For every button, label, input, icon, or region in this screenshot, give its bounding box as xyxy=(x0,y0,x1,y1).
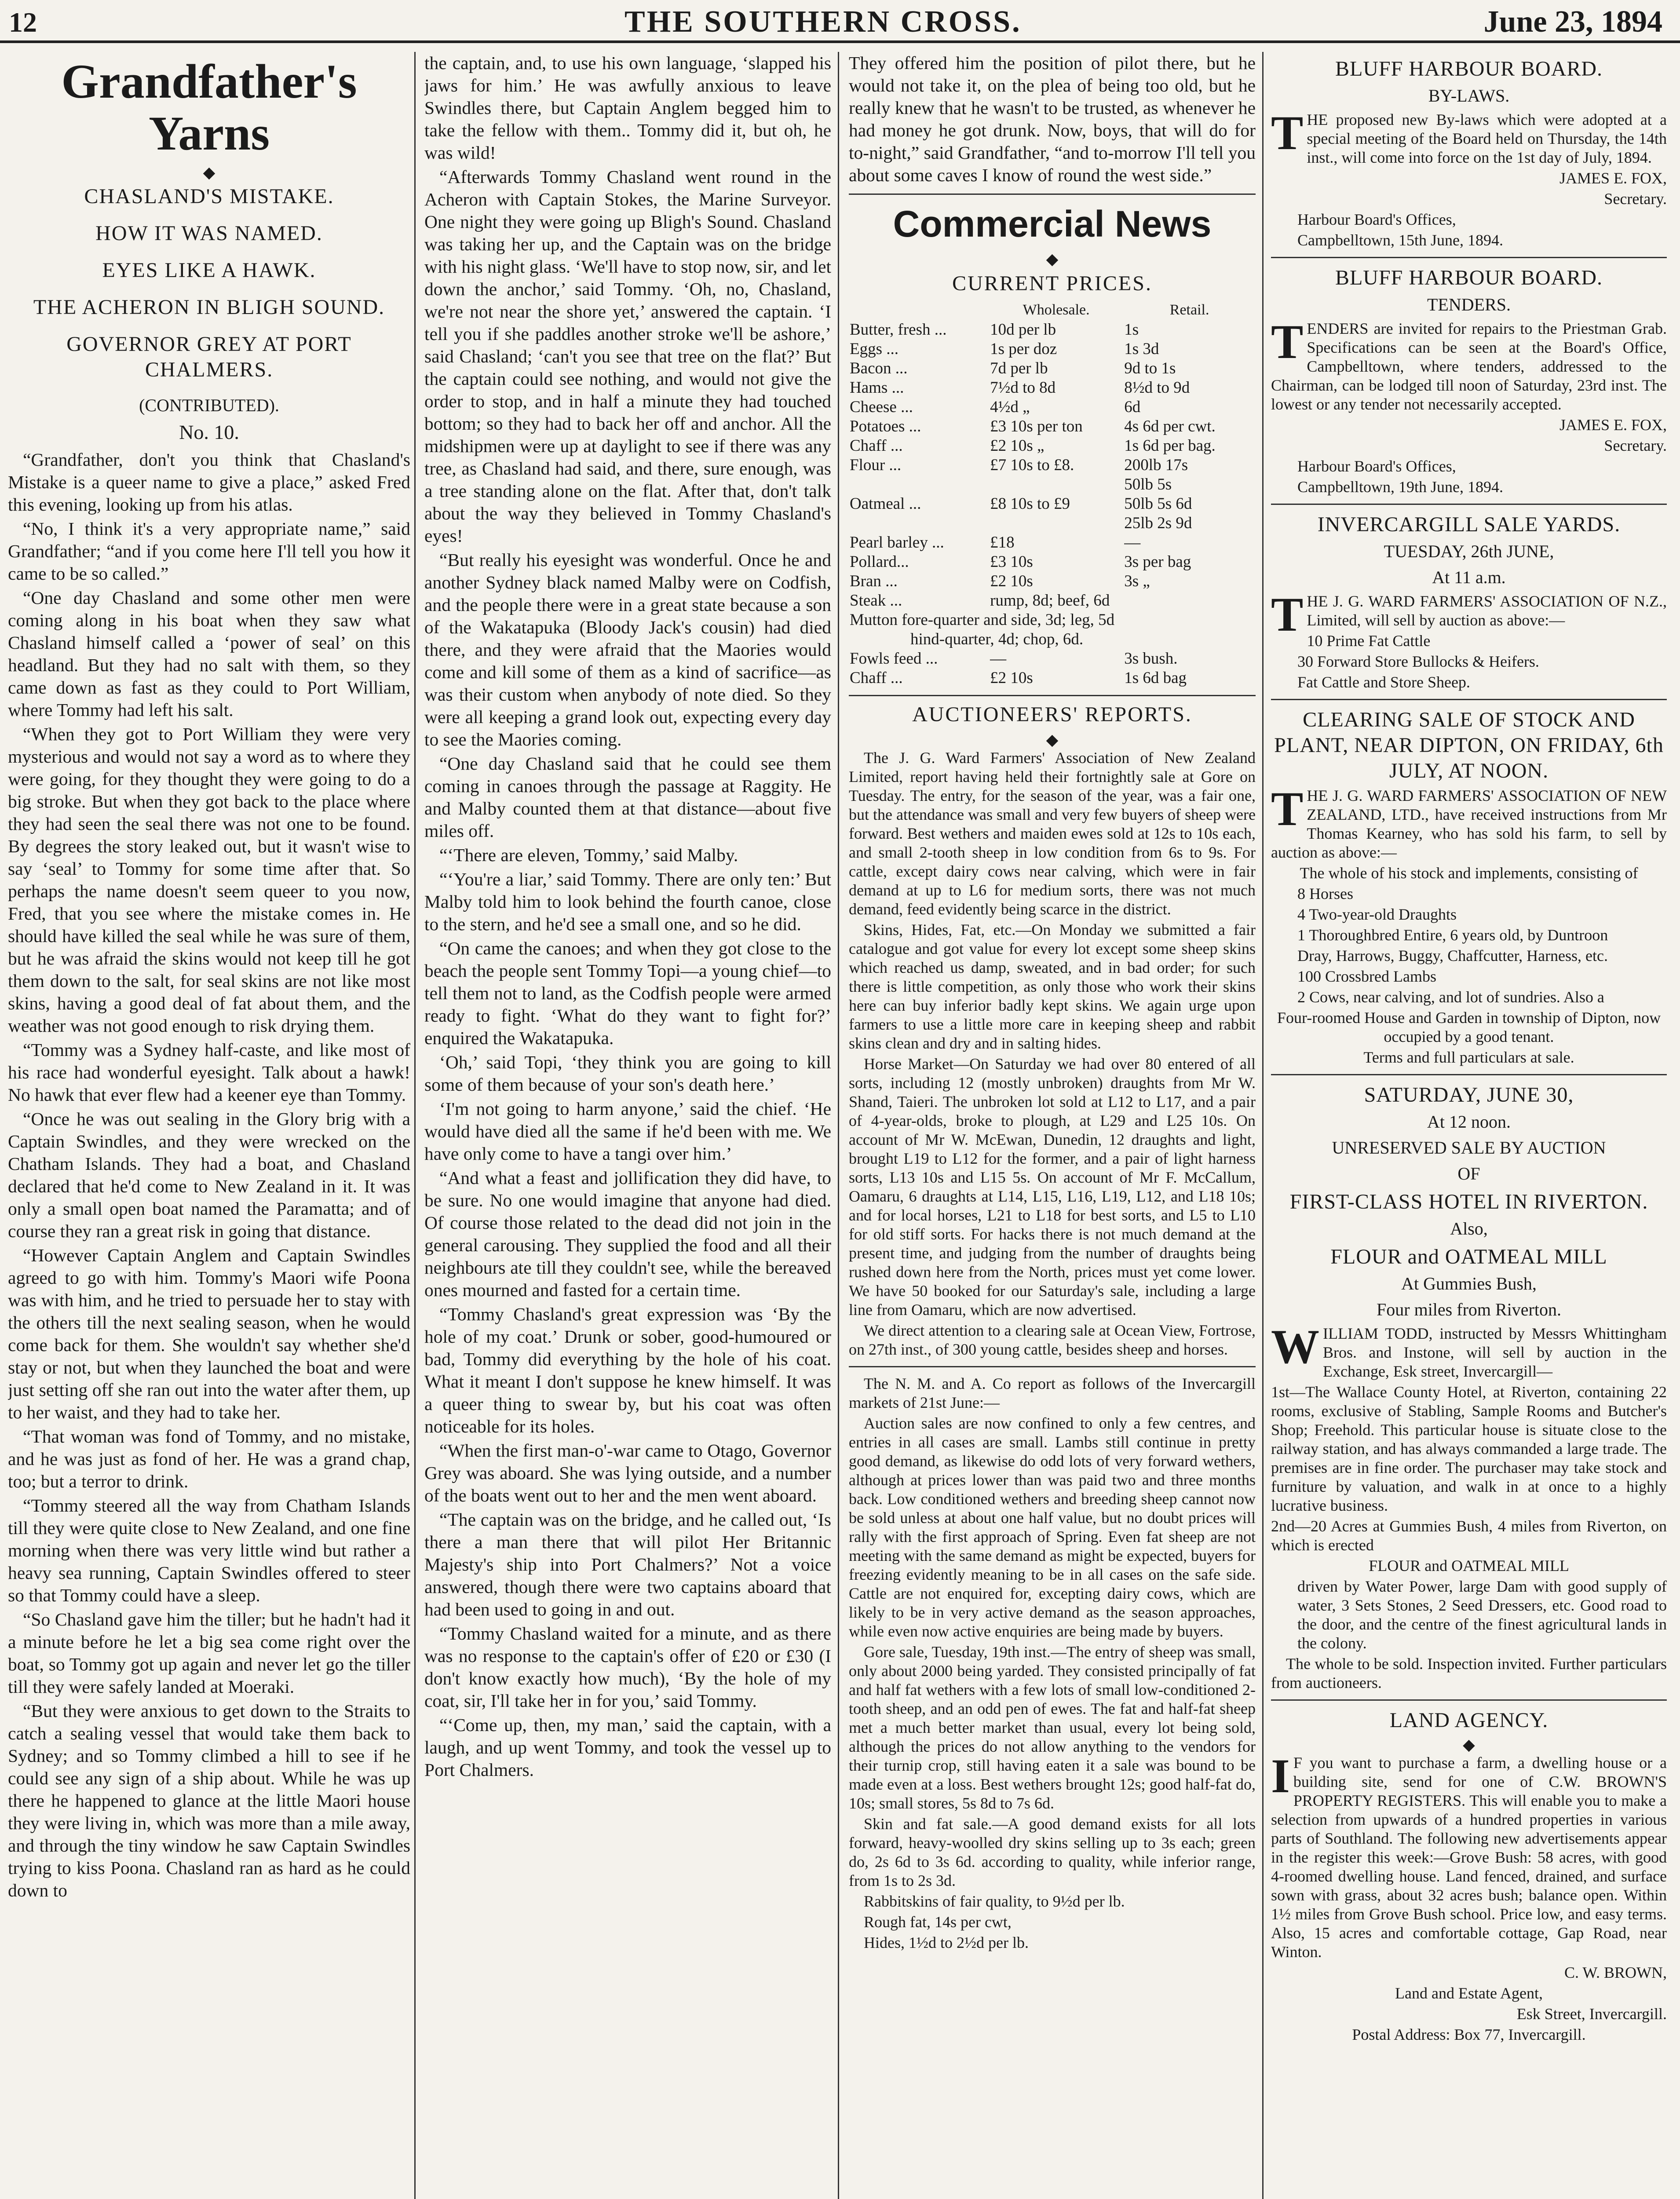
cell: Potatoes ... xyxy=(850,417,921,435)
cell: Chaff ... xyxy=(850,669,903,687)
advert-title: LAND AGENCY. xyxy=(1389,1709,1549,1732)
column-rule xyxy=(838,52,839,2199)
table-row xyxy=(849,494,1256,514)
divider xyxy=(1271,699,1667,700)
article-number: No. 10. xyxy=(179,421,239,443)
list-item: driven by Water Power, large Dam with good supply of water, 3 Sets Stones, 2 Seed Dressers, etc. Good road to the door, and the centre of the finest agricultural lands in the colony. xyxy=(1297,1578,1667,1652)
cell: — xyxy=(990,650,1007,668)
advert-heading: OF xyxy=(1457,1164,1480,1184)
table-row xyxy=(849,668,1256,688)
list-item: 1 Thoroughbred Entire, 6 years old, by Duntroon xyxy=(1297,926,1608,944)
advert-title: BLUFF HARBOUR BOARD. xyxy=(1335,266,1603,289)
advert-date: TUESDAY, 26th JUNE, xyxy=(1384,541,1554,561)
article-paragraph: “Once he was out sealing in the Glory brig with a Captain Swindles, and they were wrecked on the Chatham Islands. They had a boat, and Chasland declared that he'd come to New Zealand in it. It was only a small open boat named the Paramatta; and of course they ran a great risk in going that distance. xyxy=(8,1109,410,1241)
price-table xyxy=(849,300,1256,688)
contributed-label: (CONTRIBUTED). xyxy=(139,395,279,415)
article-paragraph: “So Chasland gave him the tiller; but he hadn't had it a minute before he let a big sea come right over the boat, so Tommy got up again and never let go the tiller till they were safely landed at Moeraki. xyxy=(8,1609,410,1697)
report-paragraph: Rough fat, 14s per cwt, xyxy=(864,1913,1012,1931)
advert-body xyxy=(1271,1749,1667,1962)
cell xyxy=(849,475,989,494)
drop-cap: W xyxy=(1271,1320,1319,1373)
advert-text: F you want to purchase a farm, a dwelling house or a building site, send for one of C.W. BROWN'S PROPERTY REGISTERS. This will enable you to make a selection from upwards of a hundred properties in various parts of Southland. The following new advertisements appear in the register this week:—Grove Bush: 58 acres, with good 4-roomed dwelling house. Land fenced, drained, and surface sown with grass, about 32 acres bush; balance open. Within 1½ miles from Grove Bush school. Price low, and easy terms. Also, 15 acres and comfortable cottage, Gap Road, near Winton. xyxy=(1271,1754,1667,1961)
advert-title: CLEARING SALE OF STOCK AND PLANT, NEAR DIPTON, ON FRIDAY, 6th JULY, AT NOON. xyxy=(1274,708,1664,782)
advert-time: At 11 a.m. xyxy=(1432,567,1506,587)
table-row xyxy=(849,630,1256,649)
divider: ◆ xyxy=(203,164,215,181)
advert-heading: FLOUR and OATMEAL MILL xyxy=(1330,1245,1607,1268)
cell: £2 10s xyxy=(990,572,1033,590)
report-paragraph: Hides, 1½d to 2½d per lb. xyxy=(864,1934,1029,1951)
advert-bylaws xyxy=(1271,56,1667,250)
advert-text: ILLIAM TODD, instructed by Messrs Whittingham Bros. and Instone, will sell by auction in the Exchange, Esk street, Invercargill— xyxy=(1323,1325,1667,1380)
table-row xyxy=(849,378,1256,398)
cell: Eggs ... xyxy=(850,340,898,358)
advert-heading: Also, xyxy=(1450,1219,1488,1238)
cell: — xyxy=(1124,533,1141,552)
advert-title: INVERCARGILL SALE YARDS. xyxy=(1317,513,1621,536)
drop-cap: T xyxy=(1271,106,1304,160)
divider xyxy=(1271,504,1667,505)
article-paragraph: “However Captain Anglem and Captain Swindles agreed to go with him. Tommy's Maori wife Poona was with him, and he tried to persuade her to stay with the others till the next sealing season, when he would come back for them. She wouldn't say whether she'd stay or not, but when they launched the boat and were just setting off she ran out into the water after them, up to her waist, and they had to take her. xyxy=(8,1245,410,1422)
divider: ◆ xyxy=(1463,1736,1475,1753)
cell: 200lb 17s xyxy=(1124,456,1188,474)
article-paragraph: “Tommy Chasland waited for a minute, and as there was no response to the captain's offer of £20 or £30 (I don't know exactly how much), ‘By the hole of my coat, sir, I'll take her in for you,’ said Tommy. xyxy=(424,1623,831,1711)
cell: Pearl barley ... xyxy=(850,533,944,552)
advert-hotel-sale xyxy=(1271,1082,1667,1692)
signature: JAMES E. FOX, xyxy=(1559,169,1667,187)
article-subtitle: HOW IT WAS NAMED. xyxy=(95,222,323,245)
column-2 xyxy=(424,52,831,2199)
cell: 1s xyxy=(1124,321,1139,339)
divider: ◆ xyxy=(1046,731,1059,749)
cell: 4½d „ xyxy=(990,398,1030,416)
table-row xyxy=(849,456,1256,475)
paper-title: THE SOUTHERN CROSS. xyxy=(625,5,1022,39)
article-paragraph: “Afterwards Tommy Chasland went round in the Acheron with Captain Stokes, the Marine Surveyor. One night they were going up Bligh's Sound. Chasland was taking her up, and the Captain was on the bridge with his night glass. ‘We'll have to stop now, sir, and let down the anchor,’ said Tommy. ‘Oh, no, Chasland, we're not near the shore yet,’ answered the captain. ‘I tell you if she paddles another stroke we'll be ashore,’ said Chasland; ‘can't you see that tree on the flat?’ But the captain could see nothing, and would not give the order to stop, and in half a minute they had touched bottom; so they had to back her off and anchor. All the midshipmen were up at daylight to see if there was any tree, as Chasland had said, and there, sure enough, was a tree standing alone on the flat. After that, don't talk about the way they believed in Tommy Chasland's eyes! xyxy=(424,167,831,546)
article-paragraph: the captain, and, to use his own language, ‘slapped his jaws for him.’ He was awfully anxious to leave Swindles there, but Captain Anglem begged him to take the fellow with them.. Tommy did it, but oh, he was wild! xyxy=(424,53,831,163)
cell: £8 10s to £9 xyxy=(990,495,1070,513)
divider xyxy=(1271,257,1667,258)
address: Esk Street, Invercargill. xyxy=(1516,2005,1667,2023)
drop-cap: I xyxy=(1271,1749,1290,1803)
cell: 4s 6d per cwt. xyxy=(1124,417,1216,435)
article-paragraph: ‘Oh,’ said Topi, ‘they think you are going to kill some of them because of your son's death here.’ xyxy=(424,1052,831,1095)
table-row xyxy=(849,514,1256,533)
cell: 1s 6d per bag. xyxy=(1124,437,1216,455)
advert-time: At 12 noon. xyxy=(1427,1112,1511,1132)
list-item: 2nd—20 Acres at Gummies Bush, 4 miles from Riverton, on which is erected xyxy=(1271,1517,1667,1554)
advert-body xyxy=(1271,106,1667,167)
cell: 8½d to 9d xyxy=(1124,379,1190,397)
table-row xyxy=(849,417,1256,436)
column-header: Wholesale. xyxy=(1023,302,1090,318)
column-3 xyxy=(849,52,1256,2199)
column-rule xyxy=(1262,52,1264,2199)
table-header-row xyxy=(849,300,1256,320)
article-paragraph: “That woman was fond of Tommy, and no mistake, and he was just as fond of her. He was a grand chap, too; but a terror to drink. xyxy=(8,1426,410,1491)
article-subtitle: THE ACHERON IN BLIGH SOUND. xyxy=(33,296,385,319)
advert-date: SATURDAY, JUNE 30, xyxy=(1364,1083,1574,1107)
article-paragraph: “Tommy was a Sydney half-caste, and like most of his race had wonderful eyesight. Talk about a hawk! No hawk that ever flew had a keener eye than Tommy. xyxy=(8,1040,410,1105)
report-paragraph: The J. G. Ward Farmers' Association of New Zealand Limited, report having held their fortnightly sale at Gore on Tuesday. The entry, for the season of the year, was a fair one, but the attendance was small and very few buyers of sheep were forward. Best wethers and maiden ewes sold at 12s to 10s each, and small 2-tooth sheep in low condition from 6s to 9s. For cattle, except dairy cows near calving, which were in fair demand at up to L6 for medium sorts, there was not much demand, feed evidently being scarce in the district. xyxy=(849,749,1256,918)
report-paragraph: Skin and fat sale.—A good demand exists for all lots forward, heavy-woolled dry skins selling up to 3s each; green do, 2s 6d to 3s 6d. according to quality, while inferior range, from 1s to 2s 3d. xyxy=(849,1815,1256,1889)
report-paragraph: Gore sale, Tuesday, 19th inst.—The entry of sheep was small, only about 2000 being yarded. They consisted principally of fat and half fat wethers with a few lots of small low-conditioned 2-tooth sheep, and an odd pen of ewes. The fat and half-fat sheep met a much better market than usual, every lot being sold, although the prices do not allow anything to the vendors for their turnip crop, still having eaten it a sale was bound to be made even at a loss. Best wethers brought 12s; good half-fat do, 10s; small stores, 5s 8d to 7s 6d. xyxy=(849,1643,1256,1812)
advert-clearing-sale xyxy=(1271,707,1667,1067)
article-subtitle: GOVERNOR GREY AT PORT CHALMERS. xyxy=(66,332,352,381)
masthead xyxy=(0,0,1680,43)
cell: Bacon ... xyxy=(850,359,908,377)
article-title: Grandfather's Yarns xyxy=(61,55,357,160)
cell: 25lb 2s 9d xyxy=(1124,514,1192,532)
table-row xyxy=(849,610,1256,630)
article-paragraph: “Tommy Chasland's great expression was ‘By the hole of my coat.’ Drunk or sober, good-humoured or bad, Tommy did everything by the hole of his coat. What it meant I don't suppose he knew himself. It was a queer thing to swear by, but his coat was often noticeable for its holes. xyxy=(424,1304,831,1436)
cell: Bran ... xyxy=(850,572,898,590)
divider xyxy=(1271,1699,1667,1701)
article-paragraph: “Tommy steered all the way from Chatham Islands till they were quite close to New Zealand, and one fine morning when there was very little wind but rather a heavy sea running, Captain Swindles offered to steer so that Tommy could have a sleep. xyxy=(8,1495,410,1605)
report-paragraph: Rabbitskins of fair quality, to 9½d per lb. xyxy=(864,1892,1125,1910)
cell: 1s per doz xyxy=(990,340,1057,358)
advert-heading: Four miles from Riverton. xyxy=(1377,1300,1561,1319)
advert-heading: FLOUR and OATMEAL MILL xyxy=(1369,1557,1569,1574)
list-item: 100 Crossbred Lambs xyxy=(1297,968,1436,985)
advert-lead: The whole of his stock and implements, consisting of xyxy=(1300,864,1638,882)
cell xyxy=(849,514,989,533)
advert-land-agency xyxy=(1271,1708,1667,2044)
article-paragraph: “No, I think it's a very appropriate name,” said Grandfather; “and if you come here I'll tell you how it came to be so called.” xyxy=(8,519,410,584)
cell: Butter, fresh ... xyxy=(850,321,947,339)
divider xyxy=(849,1366,1256,1367)
report-paragraph: Skins, Hides, Fat, etc.—On Monday we submitted a fair catalogue and got value for every lot except some sheep skins which reached us damp, sweated, and in bad order; for such there is little competition, as only those who work their skins here can buy inferior badly kept skins. We again urge upon farmers to use a little more care in keeping sheep and rabbit skins clean and dry and in salting hides. xyxy=(849,921,1256,1052)
cell: Steak ... xyxy=(850,592,902,610)
cell: Chaff ... xyxy=(850,437,903,455)
cell: 1s 3d xyxy=(1124,340,1159,358)
column-4 xyxy=(1271,52,1667,2199)
cell xyxy=(989,475,1123,494)
list-item: Fat Cattle and Store Sheep. xyxy=(1297,673,1470,691)
advert-body xyxy=(1271,315,1667,414)
address: Campbelltown, 15th June, 1894. xyxy=(1297,231,1503,249)
cell: £18 xyxy=(990,533,1015,552)
cell: 50lb 5s xyxy=(1124,475,1172,493)
list-item: 2 Cows, near calving, and lot of sundries. Also a xyxy=(1297,988,1604,1006)
article-paragraph: ‘I'm not going to harm anyone,’ said the chief. ‘He would have died all the same if he'd been with me. We have only come to have a tangi over him.’ xyxy=(424,1099,831,1164)
cell: £3 10s xyxy=(990,553,1033,571)
cell: 10d per lb xyxy=(990,321,1056,339)
column-header xyxy=(849,300,989,320)
table-row xyxy=(849,649,1256,668)
cell: £3 10s per ton xyxy=(990,417,1083,435)
cell: 6d xyxy=(1124,398,1141,416)
advert-subtitle: TENDERS. xyxy=(1427,295,1511,314)
cell xyxy=(989,514,1123,533)
cell: Flour ... xyxy=(850,456,902,474)
list-item: 4 Two-year-old Draughts xyxy=(1297,906,1457,923)
table-row xyxy=(849,552,1256,572)
drop-cap: T xyxy=(1271,588,1304,641)
divider xyxy=(849,695,1256,696)
issue-date: June 23, 1894 xyxy=(1483,5,1662,39)
divider: ◆ xyxy=(1046,250,1059,268)
table-row xyxy=(849,572,1256,591)
cell: Fowls feed ... xyxy=(850,650,938,668)
article-paragraph: “But they were anxious to get down to the Straits to catch a sealing vessel that would take them back to Sydney; and so Tommy climbed a hill to see if he could see any sign of a ship about. While he was up there he happened to glance at the little Maori house they were living in, which was more than a mile away, and through the tiny window he saw Captain Swindles trying to kiss Poona. Chasland ran as hard as he could down to xyxy=(8,1701,410,1900)
article-paragraph: They offered him the position of pilot there, but he would not take it, on the plea of being too old, but he really knew that he wasn't to be trusted, as whenever he had money he got drunk. Now, boys, that will do for to-night,” said Grandfather, “and to-morrow I'll tell you about some caves I know of round the west side.” xyxy=(849,53,1256,185)
advert-body xyxy=(1271,1320,1667,1381)
list-item: 8 Horses xyxy=(1297,885,1353,902)
divider xyxy=(1271,1074,1667,1075)
article-paragraph: “‘You're a liar,’ said Tommy. There are only ten:’ But Malby told him to look behind the fourth canoe, close to the stern, and he'd see a small one, and so he did. xyxy=(424,869,831,934)
table-row xyxy=(849,398,1256,417)
cell: 1s 6d bag xyxy=(1124,669,1187,687)
cell: 50lb 5s 6d xyxy=(1124,495,1192,513)
table-row xyxy=(849,359,1256,378)
section-heading: AUCTIONEERS' REPORTS. xyxy=(912,703,1192,726)
column-header: Retail. xyxy=(1169,302,1209,318)
cell: 3s per bag xyxy=(1124,553,1191,571)
advert-text: ENDERS are invited for repairs to the Priestman Grab. Specifications can be seen at the Board's Office, Campbelltown, where tenders, addressed to the Chairman, can be lodged till noon of Saturday, 23rd inst. The lowest or any tender not necessarily accepted. xyxy=(1271,320,1667,413)
report-paragraph: Horse Market—On Saturday we had over 80 entered of all sorts, including 12 (mostly unbroken) draughts from Mr W. Shand, Taieri. The unbroken lot sold at L12 to L17, and a pair of 4-year-olds, broke to plough, at L29 and L25 10s. On account of Mr W. McEwan, Dunedin, 12 draughts and light, brought L19 to L12 for the former, and a pair of light harness sorts, L13 10s and L15 5s. On account of Mr F. McCallum, Oamaru, 6 draughts at L14, L15, L16, L19, L12, and L18 10s; and for local horses, L21 to L18 for best sorts, and L5 to L10 for old stiff sorts. For hacks there is not much demand at the present time, and judging from the number of draughts being rushed down here from the North, prices must yet come lower. We have 50 booked for our Saturday's sale, including a large line from Oamaru, which are now advertised. xyxy=(849,1055,1256,1319)
cell: 9d to 1s xyxy=(1124,359,1176,377)
column-1 xyxy=(8,52,410,2199)
table-row xyxy=(849,320,1256,340)
signature-role: Secretary. xyxy=(1604,437,1667,454)
table-row xyxy=(849,340,1256,359)
drop-cap: T xyxy=(1271,782,1304,836)
article-subtitle: EYES LIKE A HAWK. xyxy=(102,259,316,282)
advert-title: BLUFF HARBOUR BOARD. xyxy=(1335,57,1603,80)
address: Harbour Board's Offices, xyxy=(1297,457,1456,475)
table-row xyxy=(849,475,1256,494)
article-paragraph: “On came the canoes; and when they got close to the beach the people sent Tommy Topi—a young chief—to tell them not to land, as the Codfish people were armed ready to fight. ‘What do they want to fight for?’ enquired the Wakatapuka. xyxy=(424,938,831,1048)
advert-heading: FIRST-CLASS HOTEL IN RIVERTON. xyxy=(1289,1190,1648,1213)
article-paragraph: “‘Come up, then, my man,’ said the captain, with a laugh, and up went Tommy, and took the vessel up to Port Chalmers. xyxy=(424,1715,831,1780)
table-row xyxy=(849,533,1256,552)
cell: £2 10s „ xyxy=(990,437,1045,455)
advert-text: HE J. G. WARD FARMERS' ASSOCIATION OF NEW ZEALAND, LTD., have received instructions from Mr Thomas Kearney, who has sold his farm, to sell by auction as above:— xyxy=(1271,787,1667,861)
advert-text: HE J. G. WARD FARMERS' ASSOCIATION OF N.Z., Limited, will sell by auction as above:— xyxy=(1307,592,1667,629)
article-paragraph: “When they got to Port William they were very mysterious and would not say a word as to where they were going, for they thought they were going to do a big stroke. But when they got back to the place where they had seen the seal there was not one to be found. By degrees the story leaked out, but it wasn't wise to say ‘seal’ to Tommy for some time after that. So perhaps the name doesn't seem queer to you now, Fred, that you see where the mistake comes in. He should have killed the seal while he was sure of them, but he was afraid the skins would not keep till he got them down to the salt, for seal skins are not like most skins, having a good deal of fat about them, and the weather was not good enough to risk drying them. xyxy=(8,724,410,1036)
list-item: 30 Forward Store Bullocks & Heifers. xyxy=(1297,653,1539,670)
prices-heading: CURRENT PRICES. xyxy=(952,272,1152,295)
article-paragraph: “One day Chasland and some other men were coming along in his boat when they saw what Chasland himself called a ‘power of seal’ on this headland. But they had no salt with them, so they came down as fast as they could to Port William, where Tommy had left his salt. xyxy=(8,588,410,720)
cell: £7 10s to £8. xyxy=(990,456,1074,474)
cell: Hams ... xyxy=(850,379,904,397)
advert-close: The whole to be sold. Inspection invited. Further particulars from auctioneers. xyxy=(1271,1655,1667,1691)
cell: hind-quarter, 4d; chop, 6d. xyxy=(910,630,1084,648)
table-row xyxy=(849,436,1256,456)
advert-body xyxy=(1271,782,1667,862)
signature: JAMES E. FOX, xyxy=(1559,416,1667,434)
signature-role: Land and Estate Agent, xyxy=(1395,1984,1543,2002)
cell: 7½d to 8d xyxy=(990,379,1056,397)
article-paragraph: “One day Chasland said that he could see them coming in canoes through the passage at Raggity. He and Malby counted them at that distance—about five miles off. xyxy=(424,753,831,841)
advert-terms: Terms and full particulars at sale. xyxy=(1363,1048,1574,1066)
report-paragraph: We direct attention to a clearing sale at Ocean View, Fortrose, on 27th inst., of 300 young cattle, besides sheep and horses. xyxy=(849,1322,1256,1358)
article-paragraph: “And what a feast and jollification they did have, to be sure. No one would imagine that anyone had died. Of course those related to the dead did not join in the general carousing. They supplied the food and all their neighbours ate till they couldn't see, while the bereaved ones mourned and fasted for a certain time. xyxy=(424,1168,831,1300)
table-row xyxy=(849,591,1256,610)
address: Campbelltown, 19th June, 1894. xyxy=(1297,478,1503,496)
advert-tenders xyxy=(1271,265,1667,497)
article-subtitle: CHASLAND'S MISTAKE. xyxy=(84,185,334,208)
report-paragraph: The N. M. and A. Co report as follows of the Invercargill markets of 21st June:— xyxy=(849,1375,1256,1411)
divider xyxy=(849,194,1256,195)
drop-cap: T xyxy=(1271,315,1304,369)
signature-role: Secretary. xyxy=(1604,190,1667,208)
cell: rump, 8d; beef, 6d xyxy=(990,592,1110,610)
advert-heading: UNRESERVED SALE BY AUCTION xyxy=(1332,1138,1606,1158)
cell: £2 10s xyxy=(990,669,1033,687)
article-paragraph: “‘There are eleven, Tommy,’ said Malby. xyxy=(439,845,738,865)
list-item: 1st—The Wallace County Hotel, at Riverton, containing 22 rooms, exclusive of Stabling, Sample Rooms and Butcher's Shop; Freehold. This particular house is situate close to the railway station, and has always commanded a large trade. The premises are in fine order. The purchaser may take stock and furniture by valuation, and walk in at once to a highly lucrative business. xyxy=(1271,1383,1667,1514)
advert-subtitle: BY-LAWS. xyxy=(1428,86,1510,106)
report-paragraph: Auction sales are now confined to only a few centres, and entries in all cases are small. Lambs still continue in pretty good demand, as likewise do odd lots of very forward wethers, although at prices lower than was paid two and three months back. Low conditioned wethers and breeding sheep cannot now be sold unless at about one half value, but no doubt prices will rally with the first approach of Spring. Even fat sheep are not meeting with the same demand as might be expected, buyers for freezing evidently meaning to be in all cases on the safe side. Cattle are not enquired for, excepting dairy cows, which are likely to be in very active demand as the season approaches, while even now active enquiries are being made by buyers. xyxy=(849,1414,1256,1640)
signature: C. W. BROWN, xyxy=(1564,1964,1667,1981)
list-item: 10 Prime Fat Cattle xyxy=(1307,632,1431,650)
list-item: Four-roomed House and Garden in township of Dipton, now occupied by a good tenant. xyxy=(1277,1009,1661,1045)
cell: 7d per lb xyxy=(990,359,1048,377)
column-rule xyxy=(414,52,416,2199)
article-paragraph: “When the first man-o'-war came to Otago, Governor Grey was aboard. She was lying outside, and a number of the boats went out to her and the men went aboard. xyxy=(424,1440,831,1505)
article-paragraph: “Grandfather, don't you think that Chasland's Mistake is a queer name to give a place,” asked Fred this evening, looking up from his atlas. xyxy=(8,449,410,515)
section-title: Commercial News xyxy=(893,203,1212,245)
article-paragraph: “The captain was on the bridge, and he called out, ‘Is there a man there that will pilot Her Britannic Majesty's ship into Port Chalmers?’ Not a voice answered, though there were two captains aboard that had been used to going in and out. xyxy=(424,1509,831,1619)
page-number: 12 xyxy=(9,7,37,38)
cell: Cheese ... xyxy=(850,398,913,416)
cell: Mutton fore-quarter and side, 3d; leg, 5d xyxy=(850,611,1115,629)
advert-sale-yards xyxy=(1271,512,1667,692)
cell: 3s bush. xyxy=(1124,650,1178,668)
auction-reports xyxy=(849,749,1256,1952)
list-item: Dray, Harrows, Buggy, Chaffcutter, Harness, etc. xyxy=(1297,947,1608,964)
cell: Oatmeal ... xyxy=(850,495,921,513)
article-paragraph: “But really his eyesight was wonderful. Once he and another Sydney black named Malby were on Codfish, and the people there were in a great state because a son of the Wakatapuka (Bloody Jack's cousin) had died there, and they were afraid that the Maories would come and kill some of them as a kind of sacrifice—as was their custom when anybody of note died. So they were all keeping a grand look out, expecting every day to see the Maories coming. xyxy=(424,550,831,749)
cell: 3s „ xyxy=(1124,572,1150,590)
advert-text: HE proposed new By-laws which were adopted at a special meeting of the Board held on Thursday, the 14th inst., will come into force on the 1st day of July, 1894. xyxy=(1307,111,1667,166)
address: Harbour Board's Offices, xyxy=(1297,211,1456,228)
address: Postal Address: Box 77, Invercargill. xyxy=(1352,2026,1586,2043)
cell: Pollard... xyxy=(850,553,909,571)
advert-heading: At Gummies Bush, xyxy=(1401,1274,1537,1293)
